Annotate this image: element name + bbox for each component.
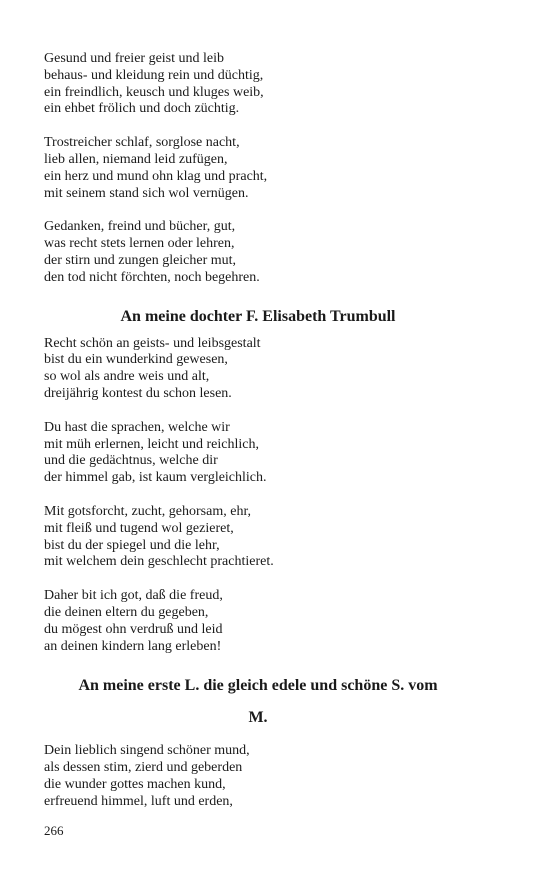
verse-line: ein freindlich, keusch und kluges weib, [44,84,264,100]
stanza [44,135,484,202]
verse-line: und die gedächtnus, welche dir [44,453,218,469]
verse-line: was recht stets lernen oder lehren, [44,236,235,252]
verse-line: mit seinem stand sich wol vernügen. [44,185,249,201]
stanza [44,743,484,810]
verse-line: behaus- und kleidung rein und düchtig, [44,67,264,83]
poem-title [44,670,472,734]
poem-title: An meine dochter F. Elisabeth Trumbull [120,307,396,325]
verse-line: an deinen kindern lang erleben! [44,638,222,654]
verse-line: du mögest ohn verdruß und leid [44,621,223,637]
verse-line: mit welchem dein geschlecht prachtieret. [44,554,274,570]
poem-3 [44,743,484,810]
verse-line: so wol als andre weis und alt, [44,369,210,385]
verse-line: dreijährig kontest du schon lesen. [44,385,232,401]
verse-line: erfreuend himmel, luft und erden, [44,793,233,809]
verse-line: Gesund und freier geist und leib [44,51,225,66]
stanza [44,588,484,655]
poem-1 [44,51,484,287]
verse-line: der himmel gab, ist kaum vergleichlich. [44,470,267,486]
poem-title-line-2: M. [248,709,268,727]
verse-line: ein herz und mund ohn klag und pracht, [44,168,268,184]
verse-line: Du hast die sprachen, welche wir [44,419,230,435]
verse-line: Daher bit ich got, daß die freud, [44,588,223,604]
verse-line: die wunder gottes machen kund, [44,776,226,792]
verse-line: Trostreicher schlaf, sorglose nacht, [44,135,240,151]
verse-line: als dessen stim, zierd und geberden [44,760,243,776]
verse-line: Dein lieblich singend schöner mund, [44,743,250,759]
verse-line: der stirn und zungen gleicher mut, [44,252,237,268]
verse-line: Recht schön an geists- und leibsgestalt [44,335,261,351]
poem-2 [44,336,484,656]
verse-line: Gedanken, freind und bücher, gut, [44,219,236,235]
verse-line: mit müh erlernen, leicht und reichlich, [44,436,259,452]
verse-line: Mit gotsforcht, zucht, gehorsam, ehr, [44,503,252,519]
verse-line: mit fleiß und tugend wol gezieret, [44,520,234,536]
verse-line: lieb allen, niemand leid zufügen, [44,151,228,167]
poem-title-line-1: An meine erste L. die gleich edele und schöne S. vom [78,677,438,695]
stanza [44,51,484,118]
verse-line: die deinen eltern du gegeben, [44,604,209,620]
stanza [44,420,484,487]
stanza [44,336,484,403]
verse-line: bist du der spiegel und die lehr, [44,537,220,553]
page-number: 266 [44,823,64,838]
stanza [44,219,484,286]
verse-line: bist du ein wunderkind gewesen, [44,352,228,368]
verse-line: den tod nicht förchten, noch begehren. [44,269,260,285]
stanza [44,504,484,571]
verse-line: ein ehbet frölich und doch züchtig. [44,101,240,117]
page-body [44,51,484,811]
